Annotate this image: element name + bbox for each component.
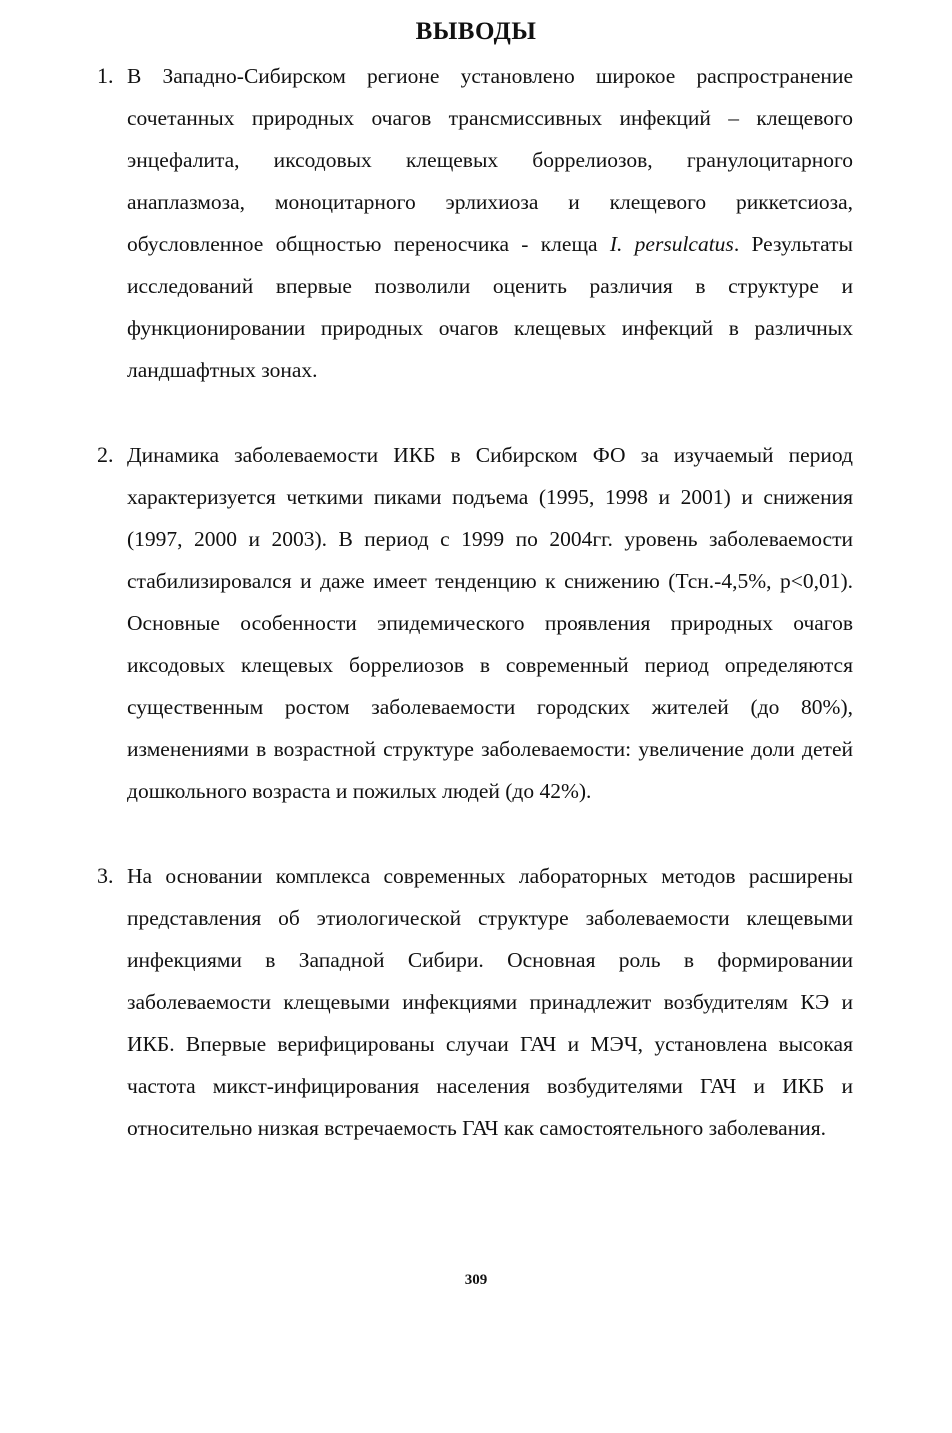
species-name: I. persulcatus — [609, 232, 734, 256]
page-heading: ВЫВОДЫ — [415, 18, 537, 45]
conclusion-text — [127, 55, 853, 391]
conclusion-number: 2. — [97, 442, 114, 467]
conclusion-text-part: . Результаты исследований впервые позволили оценить различия в структуре и функционировании природных очагов клещевых инфекций в различных ландшафтных зонах. — [127, 232, 854, 382]
conclusion-number: 1. — [97, 63, 114, 88]
conclusion-text: Динамика заболеваемости ИКБ в Сибирском ФО за изучаемый период характеризуется четкими пиками подъема (1995, 1998 и 2001) и снижения (1997, 2000 и 2003). В период с 1999 по 2004гг. уровень заболеваемости стабилизировался и даже имеет тенденцию к снижению (Тсн.-4,5%, p<0,01). Основные особенности эпидемического проявления природных очагов иксодовых клещевых боррелиозов в современный период определяются существенным ростом заболеваемости городских жителей (до 80%), изменениями в возрастной структуре заболеваемости: увеличение доли детей дошкольного возраста и пожилых людей (до 42%). — [127, 443, 853, 803]
conclusion-text: На основании комплекса современных лабораторных методов расширены представления об этиологической структуре заболеваемости клещевыми инфекциями в Западной Сибири. Основная роль в формировании заболеваемости клещевыми инфекциями принадлежит возбудителям КЭ и ИКБ. Впервые верифицированы случаи ГАЧ и МЭЧ, установлена высокая частота микст-инфицирования населения возбудителями ГАЧ и ИКБ и относительно низкая встречаемость ГАЧ как самостоятельного заболевания. — [127, 864, 853, 1140]
conclusion-number: 3. — [97, 863, 114, 888]
conclusion-text-part: В Западно-Сибирском регионе установлено широкое распространение сочетанных природных очагов трансмиссивных инфекций – клещевого энцефалита, иксодовых клещевых боррелиозов, гранулоцитарного анаплазмоза, моноцитарного эрлихиоза и клещевого риккетсиоза, обусловленное общностью переносчика - клеща — [127, 64, 853, 256]
page-number: 309 — [464, 1272, 488, 1288]
